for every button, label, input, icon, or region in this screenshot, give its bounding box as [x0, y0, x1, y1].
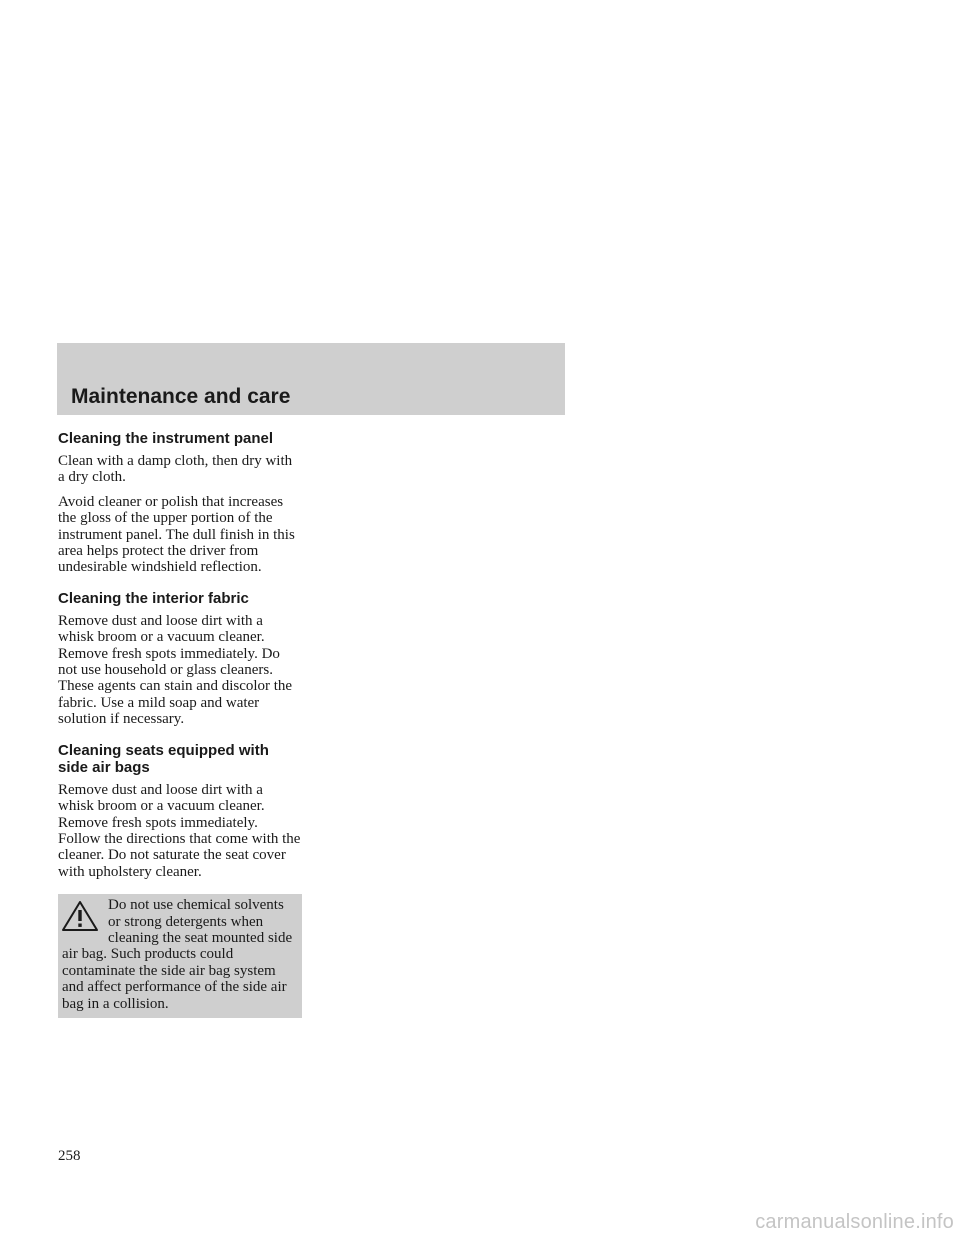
heading-interior-fabric: Cleaning the interior fabric [58, 589, 249, 607]
warning-box [58, 894, 302, 1018]
content-column [58, 430, 302, 1018]
page-number: 258 [58, 1148, 81, 1164]
paragraph: Remove dust and loose dirt with a whisk broom or a vacuum cleaner. Remove fresh spots immediately. Follow the directions that come with the cleaner. Do not saturate the seat cover with upholstery cleaner. [58, 781, 301, 880]
paragraph: Avoid cleaner or polish that increases the gloss of the upper portion of the instrument panel. The dull finish in this area helps protect the driver from undesirable windshield reflection. [58, 493, 295, 576]
warning-text: Do not use chemical solvents or strong detergents when cleaning the seat mounted side air bag. Such products could contaminate the side air bag system and affect performance of the side air bag in a collision. [62, 897, 293, 1012]
paragraph: Remove dust and loose dirt with a whisk broom or a vacuum cleaner. Remove fresh spots immediately. Do not use household or glass cleaners. These agents can stain and discolor the fabric. Use a mild soap and water solution if necessary. [58, 612, 293, 728]
heading-instrument-panel: Cleaning the instrument panel [58, 430, 274, 447]
section-title: Maintenance and care [71, 385, 291, 408]
warning-triangle-icon [60, 899, 100, 933]
section-header-band [57, 343, 565, 415]
paragraph: Clean with a damp cloth, then dry with a dry cloth. [58, 453, 293, 486]
heading-side-air-bag-seats: Cleaning seats equipped with side air bags [58, 741, 269, 776]
watermark: carmanualsonline.info [755, 1211, 954, 1233]
